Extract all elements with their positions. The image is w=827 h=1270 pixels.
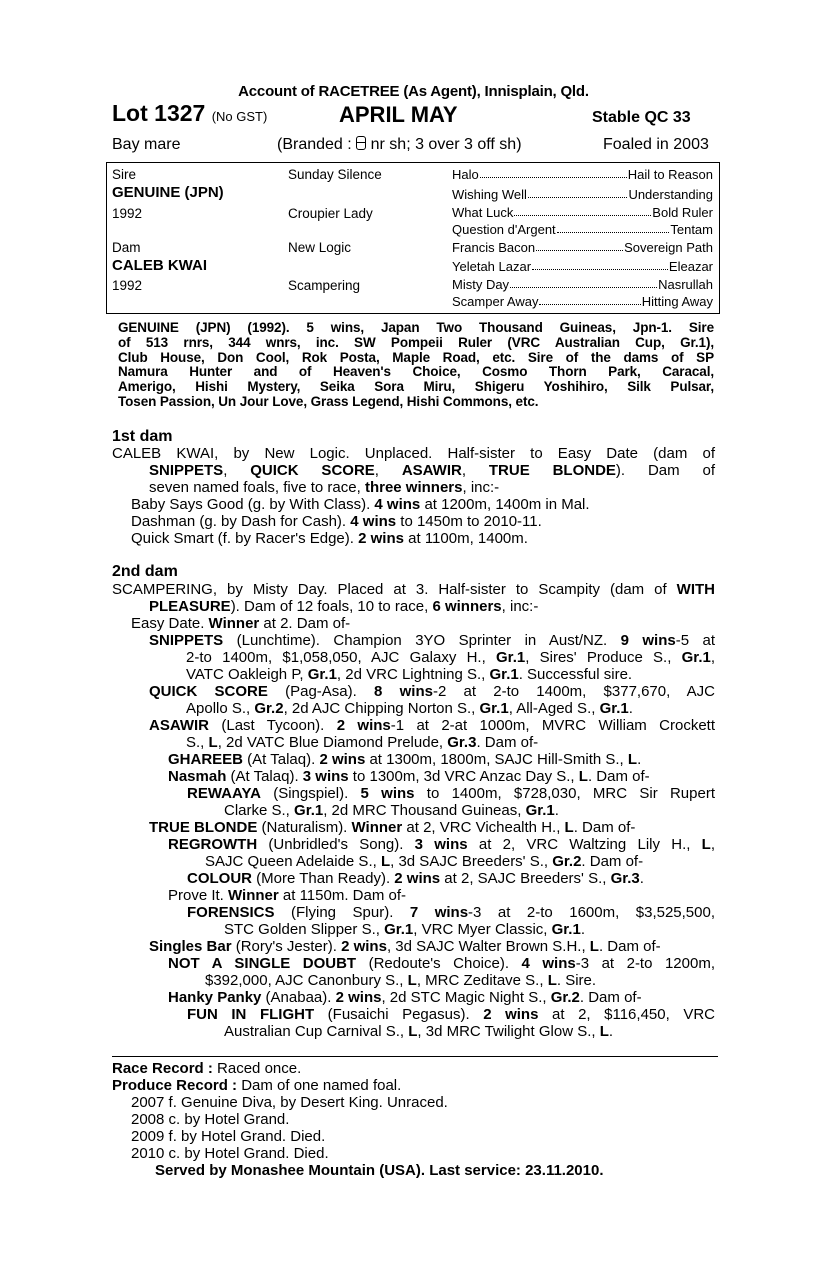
stable-number: Stable QC 33: [592, 109, 691, 126]
list-item: Dashman (g. by Dash for Cash). 4 wins to 1450m to 2010-11.: [131, 513, 542, 530]
ancestor-row: What Luck Bold Ruler: [452, 205, 713, 220]
list-item: 2007 f. Genuine Diva, by Desert King. Unraced.: [131, 1094, 448, 1111]
list-item: SNIPPETS (Lunchtime). Champion 3YO Sprinter in Aust/NZ. 9 wins-5 at: [149, 632, 716, 649]
first-dam-section: CALEB KWAI, by New Logic. Unplaced. Half-sister to Easy Date (dam of SNIPPETS, QUICK SCORE, ASAWIR, TRUE BLONDE). Dam of seven named foals, five to race, three winners, inc:- Baby Says Good (g. by With Class). 4 wins at 1200m, 1400m in Mal. Dashman (g. by Dash for Cash). 4 wins to 1450m to 2010-11. Quick Smart (f. by Racer's Edge). 2 wins at 1100m, 1400m.: [112, 445, 716, 547]
list-item: Nasmah (At Talaq). 3 wins to 1300m, 3d VRC Anzac Day S., L. Dam of-: [168, 768, 650, 785]
ancestor-row: Misty Day Nasrullah: [452, 277, 713, 292]
dam-year: 1992: [112, 278, 143, 293]
sire-dam: Croupier Lady: [288, 206, 373, 221]
sire-year: 1992: [112, 206, 143, 221]
list-item: 2008 c. by Hotel Grand.: [131, 1111, 290, 1128]
served-by: Served by Monashee Mountain (USA). Last service: 23.11.2010.: [155, 1162, 604, 1179]
ancestor-row: Scamper Away Hitting Away: [452, 294, 713, 309]
list-item: Baby Says Good (g. by With Class). 4 wins at 1200m, 1400m in Mal.: [131, 496, 590, 513]
sex-colour: Bay mare: [112, 136, 181, 153]
list-item: ASAWIR (Last Tycoon). 2 wins-1 at 2-at 1000m, MVRC William Crockett: [149, 717, 715, 734]
second-dam-heading: 2nd dam: [112, 563, 178, 580]
list-item: TRUE BLONDE (Naturalism). Winner at 2, VRC Vichealth H., L. Dam of-: [149, 819, 636, 836]
first-dam-heading: 1st dam: [112, 428, 173, 445]
brand-description: (Branded : nr sh; 3 over 3 off sh): [277, 136, 522, 153]
list-item: Hanky Panky (Anabaa). 2 wins, 2d STC Magic Night S., Gr.2. Dam of-: [168, 989, 642, 1006]
ancestor-row: Halo Hail to Reason: [452, 167, 713, 182]
horse-name: APRIL MAY: [339, 102, 458, 127]
race-record: Race Record : Raced once.: [112, 1060, 302, 1077]
sire-summary: GENUINE (JPN) (1992). 5 wins, Japan Two Thousand Guineas, Jpn-1. Sire of 513 rnrs, 344 wnrs, inc. SW Pompeii Ruler (VRC Australian Cup, Gr.1), Club House, Don Cool, Rok Posta, Maple Road, etc. Sire of the dams of SP Namura Hunter and of Heaven's Choice, Cosmo Thorn Park, Caracal, Amerigo, Hishi Mystery, Seika Sora Miru, Shigeru Yoshihiro, Silk Pulsar, Tosen Passion, Un Jour Love, Grass Legend, Hishi Commons, etc.: [118, 320, 714, 409]
lot-number: [112, 100, 267, 127]
list-item: QUICK SCORE (Pag-Asa). 8 wins-2 at 2-to 1400m, $377,670, AJC: [149, 683, 716, 700]
brand-mark-icon: [356, 136, 366, 150]
gst-note: (No GST): [211, 109, 268, 124]
ancestor-row: Question d'Argent Tentam: [452, 222, 713, 237]
dam-label: Dam: [112, 240, 141, 255]
vendor-line: Account of RACETREE (As Agent), Innisplain, Qld.: [238, 83, 589, 100]
dam-sire: New Logic: [288, 240, 352, 255]
sire-name: GENUINE (JPN): [112, 184, 224, 201]
list-item: 2009 f. by Hotel Grand. Died.: [131, 1128, 326, 1145]
ancestor-row: Yeletah Lazar Eleazar: [452, 259, 713, 274]
list-item: FORENSICS (Flying Spur). 7 wins-3 at 2-to 1600m, $3,525,500,: [187, 904, 715, 921]
list-item: Singles Bar (Rory's Jester). 2 wins, 3d SAJC Walter Brown S.H., L. Dam of-: [149, 938, 661, 955]
dam-dam: Scampering: [288, 278, 361, 293]
lot-label: Lot 1327: [112, 100, 206, 126]
second-dam-section: SCAMPERING, by Misty Day. Placed at 3. Half-sister to Scampity (dam of WITH PLEASURE). Dam of 12 foals, 10 to race, 6 winners, inc:- Easy Date. Winner at 2. Dam of- SNIPPETS (Lunchtime). Champion 3YO Sprinter in Aust/NZ. 9 wins-5 at 2-to 1400m, $1,058,050, AJC Galaxy H., Gr.1, Sires' Produce S., Gr.1, VATC Oakleigh P, Gr.1, 2d VRC Lightning S., Gr.1. Successful sire. QUICK SCORE (Pag-Asa). 8 wins-2 at 2-to 1400m, $377,670, AJC Apollo S., Gr.2, 2d AJC Chipping Norton S., Gr.1, All-Aged S., Gr.1. ASAWIR (Last Tycoon). 2 wins-1 at 2-at 1000m, MVRC William Crockett S., L, 2d VATC Blue Diamond Prelude, Gr.3. Dam of- GHAREEB (At Talaq). 2 wins at 1300m, 1800m, SAJC Hill-Smith S., L. Nasmah (At Talaq). 3 wins to 1300m, 3d VRC Anzac Day S., L. Dam of- REWAAYA (Singspiel). 5 wins to 1400m, $728,030, MRC Sir Rupert Clarke S., Gr.1, 2d MRC Thousand Guineas, Gr.1. TRUE BLONDE (Naturalism). Winner at 2, VRC Vichealth H., L. Dam of- REGROWTH (Unbridled's Song). 3 wins at 2, VRC Waltzing Lily H., L, SAJC Queen Adelaide S., L, 3d SAJC Breeders' S., Gr.2. Dam of- COLOUR (More Than Ready). 2 wins at 2, SAJC Breeders' S., Gr.3. Prove It. Winner at 1150m. Dam of- FORENSICS (Flying Spur). 7 wins-3 at 2-to 1600m, $3,525,500, STC Golden Slipper S., Gr.1, VRC Myer Classic, Gr.1. Singles Bar (Rory's Jester). 2 wins, 3d SAJC Walter Brown S.H., L. Dam of- NOT A SINGLE DOUBT (Redoute's Choice). 4 wins-3 at 2-to 1200m, $392,000, AJC Canonbury S., L, MRC Zeditave S., L. Sire. Hanky Panky (Anabaa). 2 wins, 2d STC Magic Night S., Gr.2. Dam of- FUN IN FLIGHT (Fusaichi Pegasus). 2 wins at 2, $116,450, VRC Australian Cup Carnival S., L, 3d MRC Twilight Glow S., L.: [112, 581, 716, 1040]
records-section: [112, 1060, 715, 1179]
list-item: Quick Smart (f. by Racer's Edge). 2 wins at 1100m, 1400m.: [131, 530, 528, 547]
list-item: GHAREEB (At Talaq). 2 wins at 1300m, 1800m, SAJC Hill-Smith S., L.: [168, 751, 642, 768]
ancestor-row: Wishing Well Understanding: [452, 187, 713, 202]
sire-sire: Sunday Silence: [288, 167, 382, 182]
list-item: COLOUR (More Than Ready). 2 wins at 2, SAJC Breeders' S., Gr.3.: [187, 870, 644, 887]
pedigree-table: [106, 162, 720, 314]
list-item: Prove It. Winner at 1150m. Dam of-: [168, 887, 407, 904]
list-item: NOT A SINGLE DOUBT (Redoute's Choice). 4 wins-3 at 2-to 1200m,: [168, 955, 715, 972]
list-item: 2010 c. by Hotel Grand. Died.: [131, 1145, 329, 1162]
list-item: REGROWTH (Unbridled's Song). 3 wins at 2, VRC Waltzing Lily H., L,: [168, 836, 715, 853]
foaled-year: Foaled in 2003: [603, 136, 709, 153]
list-item: FUN IN FLIGHT (Fusaichi Pegasus). 2 wins at 2, $116,450, VRC: [187, 1006, 715, 1023]
produce-record: Produce Record : Dam of one named foal.: [112, 1077, 402, 1094]
sire-label: Sire: [112, 167, 137, 182]
list-item: REWAAYA (Singspiel). 5 wins to 1400m, $728,030, MRC Sir Rupert: [187, 785, 715, 802]
ancestor-row: Francis Bacon Sovereign Path: [452, 240, 713, 255]
divider: [112, 1056, 718, 1057]
dam-name: CALEB KWAI: [112, 257, 207, 274]
